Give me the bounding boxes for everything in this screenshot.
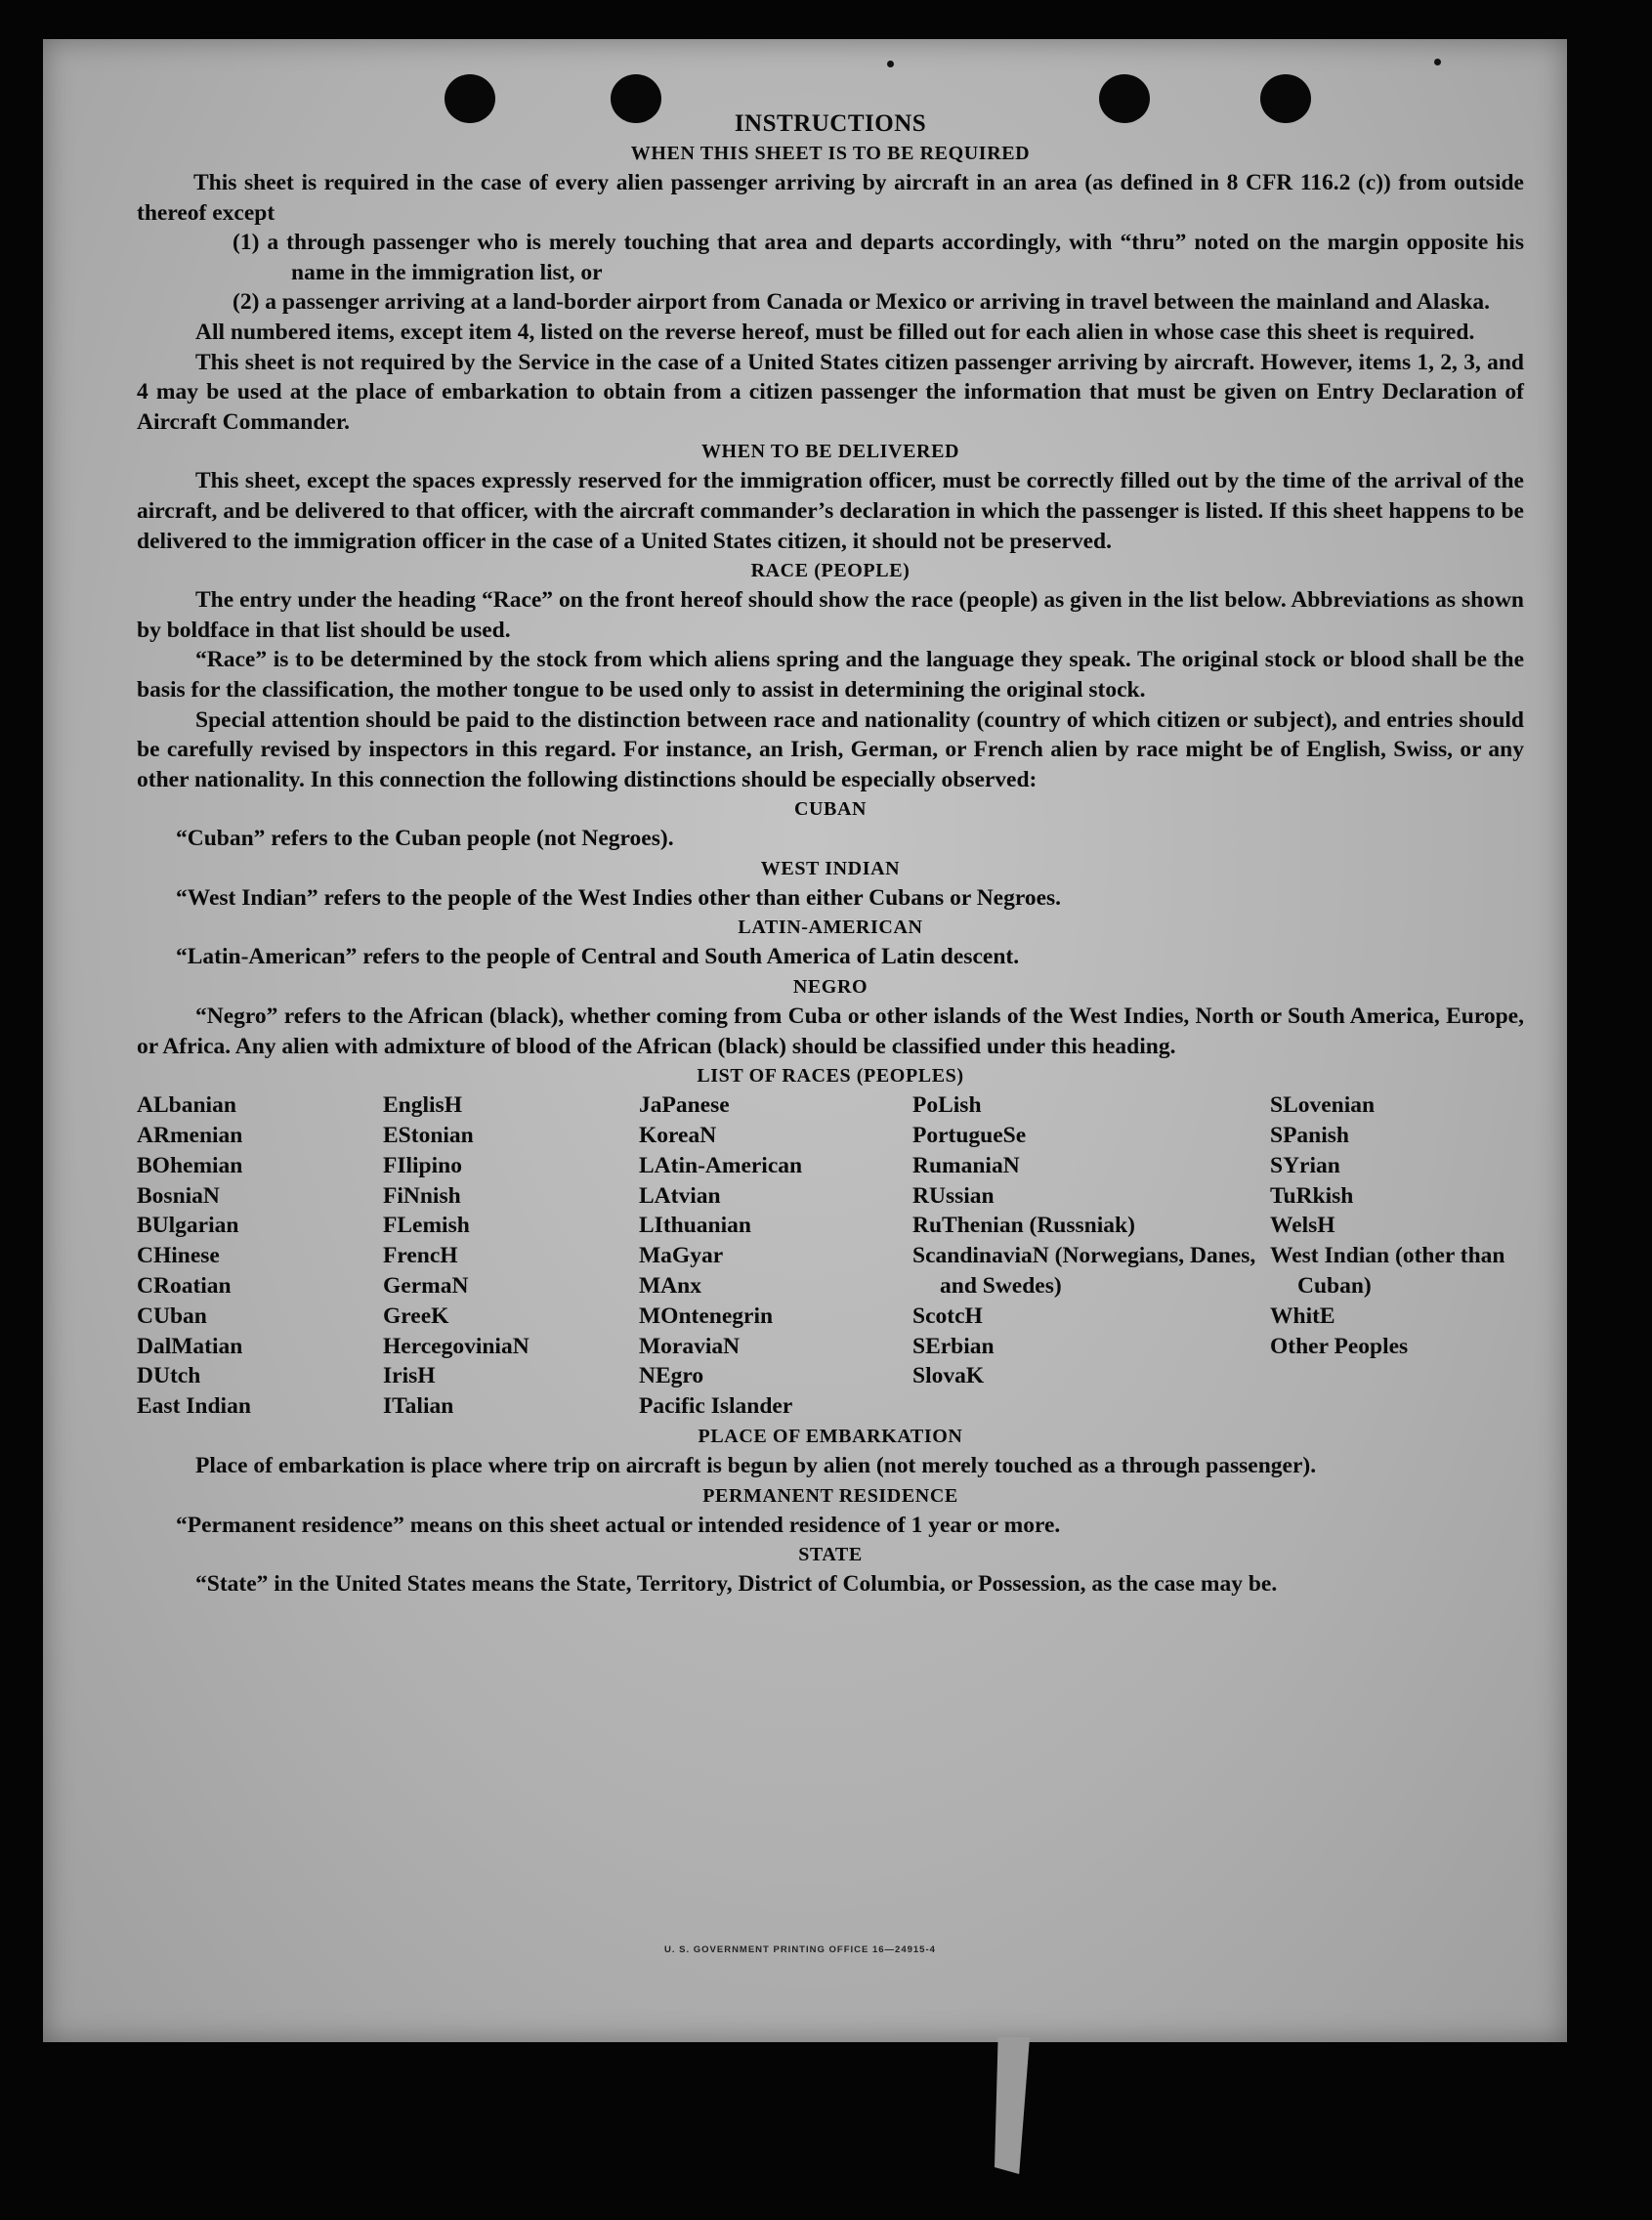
race-item: WhitE <box>1270 1302 1335 1329</box>
race-item: BUlgarian <box>137 1213 239 1239</box>
list-item: (1) a through passenger who is merely touching that area and departs accordingly, with “thru” noted on the margin opposite his name in the immigration list, or <box>233 230 1524 285</box>
torn-paper-tab <box>995 2037 1030 2174</box>
race-item: West Indian (other than Cuban) <box>1270 1243 1505 1300</box>
race-item: SlovaK <box>912 1363 985 1389</box>
race-item: PortugueSe <box>912 1123 1027 1149</box>
section-heading: CUBAN <box>793 798 868 821</box>
races-column <box>383 1090 639 1422</box>
race-item: DUtch <box>137 1363 201 1389</box>
race-item: ScandinaviaN (Norwegians, Danes, and Swedes) <box>912 1243 1256 1300</box>
race-item: ARmenian <box>137 1123 243 1149</box>
race-item: IrisH <box>383 1363 436 1389</box>
race-item: MOntenegrin <box>639 1302 774 1329</box>
race-item: FIlipino <box>383 1152 462 1178</box>
instructions-body <box>137 109 1524 1600</box>
definition: “West Indian” refers to the people of the West Indies other than either Cubans or Negroes. <box>176 884 1062 911</box>
race-item: TuRkish <box>1270 1182 1354 1209</box>
paragraph: The entry under the heading “Race” on the front hereof should show the race (people) as given in the list below. Abbreviations as shown by boldface in that list should be used. <box>137 587 1524 643</box>
race-item: NEgro <box>639 1363 704 1389</box>
paragraph: “State” in the United States means the State, Territory, District of Columbia, or Possession, as the case may be. <box>195 1571 1278 1598</box>
race-item: RUssian <box>912 1182 995 1209</box>
race-item: ITalian <box>383 1393 454 1420</box>
race-item: WelsH <box>1270 1213 1335 1239</box>
race-item: PoLish <box>912 1092 982 1119</box>
ink-speck <box>1434 59 1441 65</box>
race-item: BOhemian <box>137 1152 243 1178</box>
race-item: GreeK <box>383 1302 449 1329</box>
race-item: SPanish <box>1270 1123 1349 1149</box>
race-item: SErbian <box>912 1333 995 1359</box>
paragraph: “Race” is to be determined by the stock from which aliens spring and the language they speak. The original stock or blood shall be the basis for the classification, the mother tongue to be used only to assist in determining the original stock. <box>137 647 1524 703</box>
definition: “Cuban” refers to the Cuban people (not Negroes). <box>176 826 674 852</box>
race-item: EStonian <box>383 1123 474 1149</box>
race-item: LAtin-American <box>639 1152 803 1178</box>
race-item: MaGyar <box>639 1243 724 1269</box>
race-item: LIthuanian <box>639 1213 751 1239</box>
section-heading: LATIN-AMERICAN <box>738 917 923 939</box>
race-item: RuThenian (Russniak) <box>912 1213 1135 1239</box>
race-item: JaPanese <box>639 1092 730 1119</box>
race-item: Pacific Islander <box>639 1393 793 1420</box>
page-title: INSTRUCTIONS <box>734 110 927 137</box>
section-heading: PLACE OF EMBARKATION <box>698 1426 963 1448</box>
section-heading: WEST INDIAN <box>760 857 901 879</box>
race-item: HercegoviniaN <box>383 1333 529 1359</box>
paragraph: This sheet, except the spaces expressly reserved for the immigration officer, must be correctly filled out by the time of the arrival of the aircraft, and be delivered to that officer, with the aircraft commander’s declaration in which the passenger is listed. If this sheet happens to be delivered to the immigration officer in the case of a United States citizen, it should not be preserved. <box>137 468 1524 554</box>
paragraph: Special attention should be paid to the distinction between race and nationality (country of which citizen or subject), and entries should be carefully revised by inspectors in this regard. For instance, an Irish, German, or French alien by race might be of English, Swiss, or any other nationality. In this connection the following distinctions should be especially observed: <box>137 706 1524 792</box>
section-heading: PERMANENT RESIDENCE <box>702 1484 958 1507</box>
section-heading: LIST OF RACES (PEOPLES) <box>697 1065 964 1088</box>
race-item: ALbanian <box>137 1092 236 1119</box>
race-item: FLemish <box>383 1213 470 1239</box>
race-item: East Indian <box>137 1393 251 1420</box>
section-heading: NEGRO <box>792 976 868 999</box>
race-item: BosniaN <box>137 1182 220 1209</box>
paragraph: This sheet is required in the case of every alien passenger arriving by aircraft in an area (as defined in 8 CFR 116.2 (c)) from outside thereof except <box>137 170 1524 226</box>
race-item: ScotcH <box>912 1302 983 1329</box>
race-item: RumaniaN <box>912 1152 1020 1178</box>
race-item: EnglisH <box>383 1092 462 1119</box>
race-item: CRoatian <box>137 1273 232 1300</box>
race-item: SYrian <box>1270 1152 1340 1178</box>
race-item: MoraviaN <box>639 1333 741 1359</box>
race-item: LAtvian <box>639 1182 721 1209</box>
race-item: SLovenian <box>1270 1092 1376 1119</box>
races-column <box>912 1090 1270 1422</box>
race-item: DalMatian <box>137 1333 243 1359</box>
printer-imprint: U. S. GOVERNMENT PRINTING OFFICE 16—24915-4 <box>664 1944 936 1955</box>
ink-speck <box>887 61 894 67</box>
paragraph: All numbered items, except item 4, listed on the reverse hereof, must be filled out for each alien in whose case this sheet is required. <box>195 319 1475 345</box>
section-heading: WHEN THIS SHEET IS TO BE REQUIRED <box>630 143 1031 164</box>
race-item: Other Peoples <box>1270 1333 1409 1359</box>
races-column <box>639 1090 912 1422</box>
section-heading: RACE (PEOPLE) <box>750 560 911 582</box>
races-column <box>1270 1090 1524 1422</box>
paragraph: This sheet is not required by the Service in the case of a United States citizen passenger arriving by aircraft. However, items 1, 2, 3, and 4 may be used at the place of embarkation to obtain from a citizen passenger the information that must be given on Entry Declaration of Aircraft Commander. <box>137 349 1524 435</box>
race-item: MAnx <box>639 1273 701 1300</box>
paragraph: Place of embarkation is place where trip on aircraft is begun by alien (not merely touched as a through passenger). <box>195 1453 1317 1479</box>
race-item: FiNnish <box>383 1182 461 1209</box>
races-list <box>137 1090 1524 1422</box>
section-heading: WHEN TO BE DELIVERED <box>700 441 960 463</box>
race-item: GermaN <box>383 1273 469 1300</box>
section-heading: STATE <box>798 1544 863 1566</box>
race-item: FrencH <box>383 1243 458 1269</box>
race-item: KoreaN <box>639 1123 717 1149</box>
definition: “Permanent residence” means on this sheet actual or intended residence of 1 year or more. <box>176 1512 1061 1538</box>
list-item: (2) a passenger arriving at a land-border airport from Canada or Mexico or arriving in travel between the mainland and Alaska. <box>233 289 1491 316</box>
race-item: CUban <box>137 1302 207 1329</box>
race-item: CHinese <box>137 1243 220 1269</box>
paragraph: “Negro” refers to the African (black), whether coming from Cuba or other islands of the West Indies, North or South America, Europe, or Africa. Any alien with admixture of blood of the African (black) should be classified under this heading. <box>137 1003 1524 1059</box>
races-column <box>137 1090 383 1422</box>
definition: “Latin-American” refers to the people of Central and South America of Latin descent. <box>176 944 1020 970</box>
